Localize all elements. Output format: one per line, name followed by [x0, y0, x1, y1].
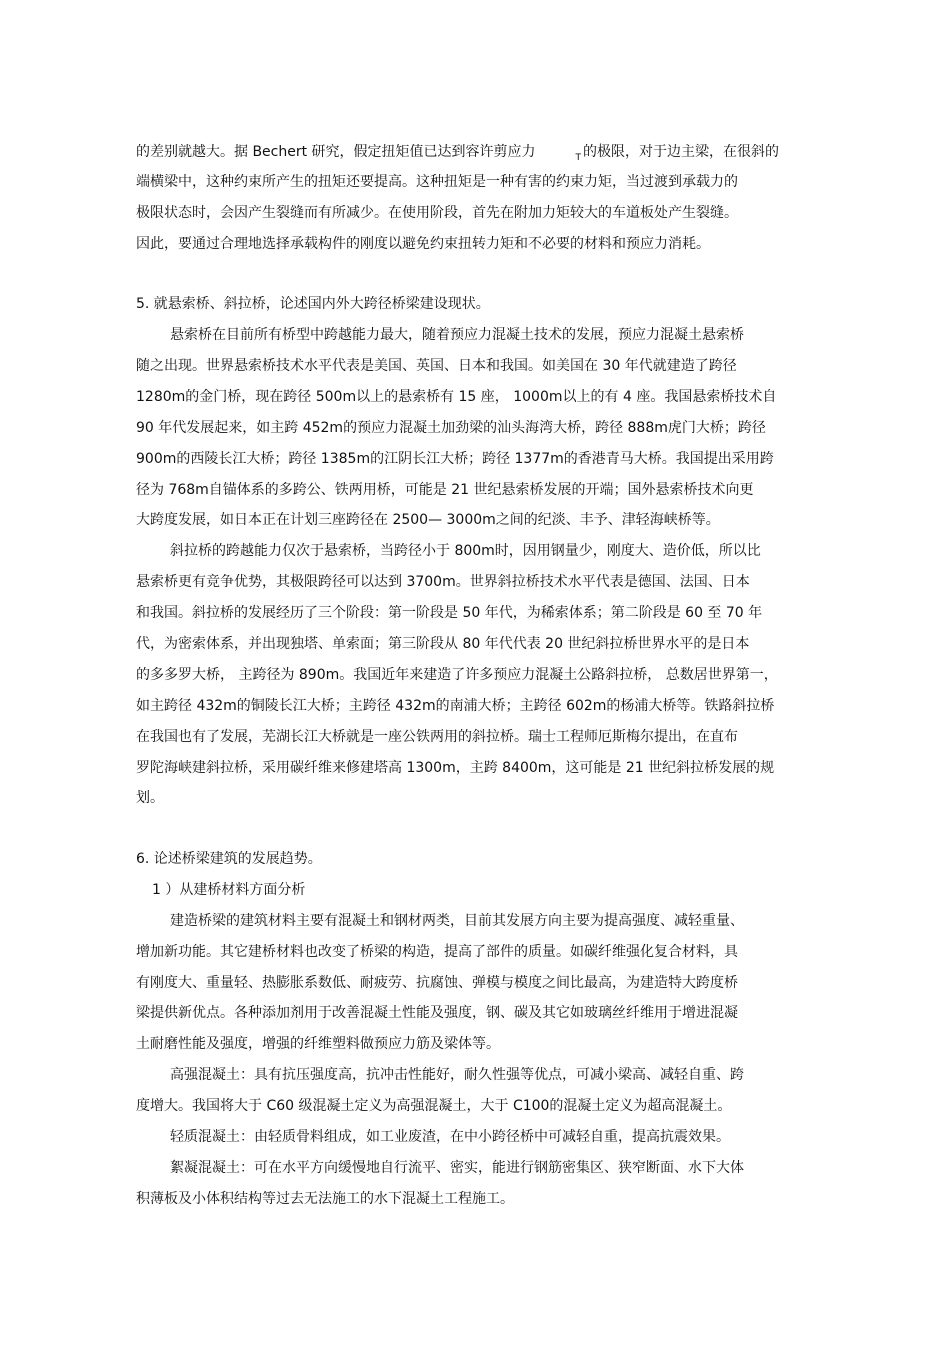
- s5-p2-line-5: 的多多罗大桥， 主跨径为 890m。我国近年来建造了许多预应力混凝土公路斜拉桥， 总数居世界第一，: [136, 667, 778, 683]
- s6-p1-line-2: 增加新功能。其它建桥材料也改变了桥梁的构造，提高了部件的质量。如碳纤维强化复合材料，具: [136, 944, 738, 960]
- s5-p1-line-3: 1280m的金门桥，现在跨径 500m以上的悬索桥有 15 座， 1000m以上的有 4 座。我国悬索桥技术自: [136, 389, 777, 405]
- s6-p4-line-1: 絮凝混凝土：可在水平方向缓慢地自行流平、密实，能进行钢筋密集区、狭窄断面、水下大体: [170, 1160, 744, 1176]
- s6-p1-line-3: 有刚度大、重量轻、热膨胀系数低、耐疲劳、抗腐蚀、弹模与模度之间比最高，为建造特大跨度桥: [136, 975, 738, 991]
- s5-p1-line-7: 大跨度发展，如日本正在计划三座跨径在 2500— 3000m之间的纪淡、丰予、津轻海峡桥等。: [136, 512, 720, 528]
- s5-p1-line-1: 悬索桥在目前所有桥型中跨越能力最大，随着预应力混凝土技术的发展，预应力混凝土悬索桥: [170, 327, 744, 343]
- section5-heading: 5. 就悬索桥、斜拉桥，论述国内外大跨径桥梁建设现状。: [136, 296, 490, 312]
- s5-p2-line-9: 划。: [136, 790, 164, 806]
- s5-p2-line-6: 如主跨径 432m的铜陵长江大桥；主跨径 432m的南浦大桥；主跨径 602m的杨浦大桥等。铁路斜拉桥: [136, 698, 775, 714]
- s5-p2-line-2: 悬索桥更有竞争优势，其极限跨径可以达到 3700m。世界斜拉桥技术水平代表是德国、法国、日本: [136, 574, 750, 590]
- section6-heading: 6. 论述桥梁建筑的发展趋势。: [136, 851, 322, 867]
- s5-p2-line-4: 代，为密索体系，并出现独塔、单索面；第三阶段从 80 年代代表 20 世纪斜拉桥世界水平的是日本: [136, 636, 750, 652]
- s6-p4-line-2: 积薄板及小体积结构等过去无法施工的水下混凝土工程施工。: [136, 1191, 514, 1207]
- s5-p2-line-3: 和我国。斜拉桥的发展经历了三个阶段：第一阶段是 50 年代，为稀索体系；第二阶段是 60 至 70 年: [136, 605, 763, 621]
- intro-line-4: 因此，要通过合理地选择承载构件的刚度以避免约束扭转力矩和不必要的材料和预应力消耗。: [136, 236, 710, 252]
- intro-line-1-tail: 的极限，对于边主梁，在很斜的: [583, 144, 780, 160]
- s6-p2-line-2: 度增大。我国将大于 C60 级混凝土定义为高强混凝土，大于 C100的混凝土定义为超高混凝土。: [136, 1098, 732, 1114]
- s5-p1-line-5: 900m的西陵长江大桥；跨径 1385m的江阴长江大桥；跨径 1377m的香港青马大桥。我国提出采用跨: [136, 451, 774, 467]
- s5-p2-line-1: 斜拉桥的跨越能力仅次于悬索桥，当跨径小于 800m时，因用钢量少，刚度大、造价低，所以比: [170, 543, 761, 559]
- intro-line-2: 端横梁中，这种约束所产生的扭矩还要提高。这种扭矩是一种有害的约束力矩，当过渡到承载力的: [136, 174, 738, 190]
- s5-p2-line-7: 在我国也有了发展，芜湖长江大桥就是一座公铁两用的斜拉桥。瑞士工程师厄斯梅尔提出，在直布: [136, 729, 738, 745]
- s5-p1-line-2: 随之出现。世界悬索桥技术水平代表是美国、英国、日本和我国。如美国在 30 年代就建造了跨径: [136, 358, 737, 374]
- intro-line-1-text: 的差别就越大。据 Bechert 研究，假定扭矩值已达到容许剪应力: [136, 144, 536, 160]
- s6-p3-line-1: 轻质混凝土：由轻质骨料组成，如工业废渣，在中小跨径桥中可减轻自重，提高抗震效果。: [170, 1129, 730, 1145]
- intro-line-3: 极限状态时，会因产生裂缝而有所减少。在使用阶段，首先在附加力矩较大的车道板处产生裂缝。: [136, 205, 738, 221]
- section6-subheading: 1 ）从建桥材料方面分析: [152, 882, 306, 898]
- tau-subscript: T: [575, 153, 582, 163]
- intro-line-1: [136, 142, 876, 164]
- s5-p2-line-8: 罗陀海峡建斜拉桥，采用碳纤维来修建塔高 1300m，主跨 8400m，这可能是 21 世纪斜拉桥发展的规: [136, 760, 775, 776]
- s6-p1-line-5: 土耐磨性能及强度，增强的纤维塑料做预应力筋及梁体等。: [136, 1036, 500, 1052]
- s5-p1-line-6: 径为 768m自锚体系的多跨公、铁两用桥，可能是 21 世纪悬索桥发展的开端；国外悬索桥技术向更: [136, 482, 754, 498]
- s5-p1-line-4: 90 年代发展起来，如主跨 452m的预应力混凝土加劲梁的汕头海湾大桥，跨径 888m虎门大桥；跨径: [136, 420, 766, 436]
- s6-p2-line-1: 高强混凝土：具有抗压强度高，抗冲击性能好，耐久性强等优点，可减小梁高、减轻自重、跨: [170, 1067, 744, 1083]
- s6-p1-line-4: 梁提供新优点。各种添加剂用于改善混凝土性能及强度，钢、碳及其它如玻璃丝纤维用于增进混凝: [136, 1005, 738, 1021]
- s6-p1-line-1: 建造桥梁的建筑材料主要有混凝土和钢材两类，目前其发展方向主要为提高强度、减轻重量、: [170, 913, 744, 929]
